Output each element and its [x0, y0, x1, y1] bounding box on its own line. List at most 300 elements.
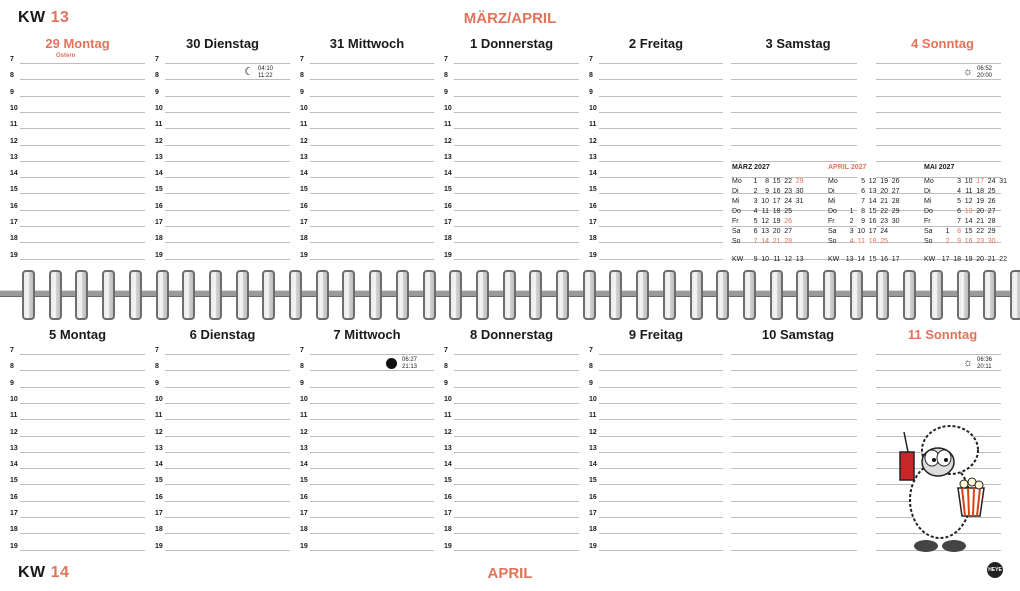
hour-label: 17 [589, 510, 597, 517]
spiral-ring [262, 270, 275, 320]
hour-label: 15 [300, 477, 308, 485]
month-title-bottom: APRIL [487, 565, 533, 582]
hour-label: 15 [300, 186, 308, 194]
day-date: 7 [333, 327, 341, 342]
astro-times [963, 357, 993, 371]
mini-kw-number: 20 [976, 256, 984, 263]
spiral-ring [316, 270, 329, 320]
day-name: Mittwoch [347, 36, 405, 51]
day-name: Montag [59, 327, 107, 342]
day-header [444, 327, 579, 342]
mini-weekday: So [732, 238, 741, 245]
mini-day: 13 [964, 208, 973, 215]
astro-time-2: 21:13 [402, 364, 418, 370]
hour-label: 9 [300, 379, 304, 387]
hour-label: 10 [444, 104, 452, 112]
mini-day: 25 [784, 208, 792, 215]
hour-line [454, 112, 579, 113]
hour-label: 16 [155, 493, 163, 501]
hour-label: 8 [589, 72, 593, 80]
hour-label: 14 [589, 170, 597, 178]
hour-label: 13 [444, 444, 452, 452]
mini-calendar-row [828, 207, 900, 217]
mini-calendar-row [924, 237, 1007, 247]
hour-line [454, 145, 579, 146]
hour-line [165, 517, 290, 518]
hour-line [454, 128, 579, 129]
mini-day: 9 [765, 188, 769, 195]
mini-day: 15 [964, 228, 973, 235]
hour-line [454, 387, 579, 388]
kw-top-number: 13 [50, 9, 70, 26]
mini-calendar-kw-row [924, 255, 1007, 265]
mini-day: 7 [861, 198, 865, 205]
mini-weekday: So [924, 238, 933, 245]
mini-calendar-title: MÄRZ 2027 [732, 164, 770, 171]
hour-line [599, 63, 723, 64]
hour-line [599, 468, 723, 469]
hour-line [310, 501, 434, 502]
day-name: Montag [63, 36, 110, 51]
hour-label: 16 [10, 493, 18, 501]
mini-day: 10 [761, 198, 769, 205]
hour-line [20, 177, 145, 178]
kw-bottom-number: 14 [50, 564, 70, 581]
hour-line [876, 145, 1001, 146]
mini-calendar-row [828, 197, 900, 207]
hour-line [599, 112, 723, 113]
day-header [731, 327, 865, 342]
mini-day: 28 [987, 218, 996, 225]
mini-weekday: Di [924, 188, 931, 195]
mini-day: 31 [795, 198, 804, 205]
hour-line [731, 452, 857, 453]
hour-label: 14 [155, 170, 163, 178]
hour-label: 18 [155, 235, 163, 243]
mini-weekday: Do [732, 208, 741, 215]
mini-day: 19 [880, 178, 888, 185]
hour-label: 19 [10, 251, 18, 259]
mini-weekday: Sa [924, 228, 933, 235]
hour-line [876, 63, 1001, 64]
day-name: Dienstag [200, 327, 256, 342]
hour-label: 18 [444, 235, 452, 243]
mini-day: 2 [945, 238, 950, 245]
mini-day: 28 [891, 198, 900, 205]
hour-line [731, 517, 857, 518]
mini-day: 29 [795, 178, 804, 185]
hour-line [165, 550, 290, 551]
mini-day: 17 [868, 228, 877, 235]
mini-day: 14 [761, 238, 769, 245]
hour-line [454, 550, 579, 551]
hour-line [454, 517, 579, 518]
hour-label: 13 [300, 153, 308, 161]
spiral-ring [102, 270, 115, 320]
mini-day: 21 [880, 198, 888, 205]
hour-label: 7 [155, 56, 159, 63]
hour-label: 15 [444, 186, 452, 194]
mini-day: 25 [987, 188, 996, 195]
spiral-ring [957, 270, 970, 320]
hour-line [731, 550, 857, 551]
sun-icon: ☼ [963, 66, 974, 78]
day-name: Freitag [639, 327, 684, 342]
hour-line [20, 226, 145, 227]
hour-line [454, 484, 579, 485]
hour-label: 15 [10, 477, 18, 485]
hour-line [454, 210, 579, 211]
hour-label: 11 [300, 121, 308, 129]
hour-label: 9 [444, 88, 448, 96]
hour-line [599, 210, 723, 211]
mini-kw-number: 22 [999, 256, 1007, 263]
mini-day: 26 [784, 218, 792, 225]
astro-times [244, 66, 274, 80]
hour-label: 7 [300, 56, 304, 63]
hour-line [310, 468, 434, 469]
hour-label: 12 [589, 428, 597, 436]
day-name: Freitag [639, 36, 684, 51]
hour-label: 8 [155, 72, 159, 80]
mini-day: 2 [753, 188, 758, 195]
hour-label: 16 [589, 202, 597, 210]
day-date: 9 [628, 327, 637, 342]
hour-line [310, 452, 434, 453]
hour-label: 15 [444, 477, 452, 485]
hour-line [599, 550, 723, 551]
hour-line [454, 242, 579, 243]
hour-line [20, 112, 145, 113]
mini-day: 3 [957, 178, 961, 185]
heye-logo: HEYE [987, 562, 1003, 578]
mini-calendar-row [732, 217, 804, 227]
hour-label: 7 [589, 347, 593, 354]
spiral-ring [850, 270, 863, 320]
mini-day: 29 [891, 208, 900, 215]
hour-label: 14 [300, 170, 308, 178]
spiral-ring [342, 270, 355, 320]
astro-times [963, 66, 993, 80]
hour-line [599, 517, 723, 518]
spiral-ring [182, 270, 195, 320]
hour-line [165, 128, 290, 129]
hour-label: 14 [444, 170, 452, 178]
hour-label: 18 [155, 526, 163, 534]
hour-label: 7 [10, 56, 14, 63]
hour-label: 8 [444, 72, 448, 80]
hour-label: 14 [10, 170, 18, 178]
spiral-ring [930, 270, 943, 320]
spiral-ring [529, 270, 542, 320]
day-header [589, 36, 723, 51]
hour-line [20, 436, 145, 437]
hour-line [165, 501, 290, 502]
hour-line [20, 354, 145, 355]
spiral-ring [22, 270, 35, 320]
hour-label: 10 [155, 395, 163, 403]
hour-line [20, 210, 145, 211]
mini-kw-number: 9 [753, 256, 758, 263]
hour-line [454, 419, 579, 420]
hour-label: 13 [589, 153, 597, 161]
hour-label: 9 [300, 88, 304, 96]
hour-label: 11 [155, 412, 163, 420]
mini-day: 11 [761, 208, 769, 215]
hour-label: 18 [300, 235, 308, 243]
hour-label: 18 [444, 526, 452, 534]
hour-label: 10 [300, 104, 308, 112]
astro-time-2: 20:11 [977, 364, 992, 370]
astro-time-1: 06:27 [402, 357, 418, 363]
hour-line [731, 436, 857, 437]
hour-label: 17 [155, 219, 163, 226]
hour-line [310, 517, 434, 518]
hour-label: 15 [10, 186, 18, 194]
day-name: Donnerstag [480, 327, 554, 342]
mini-day: 12 [761, 218, 769, 225]
hour-label: 12 [155, 137, 163, 145]
mini-day: 18 [772, 208, 781, 215]
mini-weekday: Fr [924, 218, 931, 225]
hour-label: 18 [589, 235, 597, 243]
hour-line [310, 161, 434, 162]
hour-label: 8 [10, 72, 14, 80]
mini-day: 9 [861, 218, 865, 225]
mini-calendar-row [924, 177, 1007, 187]
mini-calendar-row [732, 207, 804, 217]
hour-label: 7 [10, 347, 14, 354]
mini-weekday: Fr [828, 218, 835, 225]
spiral-ring [1010, 270, 1020, 320]
spiral-binding [0, 266, 1020, 320]
hour-line [454, 226, 579, 227]
day-name: Samstag [779, 327, 835, 342]
mini-weekday: Mi [732, 198, 740, 205]
hour-label: 13 [155, 153, 163, 161]
hour-line [310, 128, 434, 129]
mini-day: 27 [987, 208, 996, 215]
hour-line [310, 484, 434, 485]
mini-day: 24 [784, 198, 792, 205]
day-date: 30 [186, 36, 201, 51]
day-name: Dienstag [204, 36, 259, 51]
hour-line [876, 128, 1001, 129]
hour-label: 17 [444, 219, 452, 226]
hour-line [599, 177, 723, 178]
mini-weekday: Mi [828, 198, 836, 205]
full-moon-icon [386, 358, 397, 369]
mini-day: 7 [753, 238, 758, 245]
spiral-ring [903, 270, 916, 320]
hour-line [20, 419, 145, 420]
hour-line [310, 177, 434, 178]
mini-day: 5 [861, 178, 865, 185]
hour-line [165, 484, 290, 485]
spiral-ring [609, 270, 622, 320]
day-date: 29 [45, 36, 60, 51]
mini-day: 25 [880, 238, 888, 245]
day-column [155, 327, 290, 557]
hour-line [20, 468, 145, 469]
hour-line [454, 79, 579, 80]
mini-day: 29 [987, 228, 996, 235]
hour-label: 18 [589, 526, 597, 534]
spiral-ring [690, 270, 703, 320]
hour-line [310, 226, 434, 227]
hour-line [599, 436, 723, 437]
hour-line [599, 161, 723, 162]
hour-label: 15 [589, 477, 597, 485]
hour-label: 12 [10, 137, 18, 145]
hour-line [165, 533, 290, 534]
mini-weekday: Mo [732, 178, 742, 185]
hour-line [454, 403, 579, 404]
hour-label: 8 [444, 363, 448, 371]
mini-kw-number: 13 [845, 256, 854, 263]
mini-calendar-kw-row [732, 255, 804, 265]
hour-line [310, 436, 434, 437]
hour-label: 19 [10, 542, 18, 550]
mini-kw-number: 13 [795, 256, 804, 263]
astro-time-1: 06:52 [977, 66, 993, 72]
spiral-ring [369, 270, 382, 320]
hour-line [599, 193, 723, 194]
hour-line [731, 63, 857, 64]
hour-label: 10 [10, 395, 18, 403]
hour-label: 17 [300, 510, 308, 517]
hour-line [599, 452, 723, 453]
hour-label: 14 [589, 461, 597, 469]
hour-line [20, 193, 145, 194]
hour-label: 12 [300, 137, 308, 145]
mini-calendar-row [732, 227, 804, 237]
soda-cup [900, 432, 914, 480]
spiral-ring [583, 270, 596, 320]
mini-weekday: Mi [924, 198, 932, 205]
hour-line [454, 63, 579, 64]
hour-label: 19 [155, 251, 163, 259]
hour-line [454, 533, 579, 534]
mini-day: 5 [753, 218, 758, 225]
day-name: Sonntag [925, 327, 978, 342]
hour-line [20, 533, 145, 534]
hour-label: 11 [444, 121, 452, 129]
mini-day: 17 [976, 178, 984, 185]
hour-label: 13 [10, 444, 18, 452]
hour-line [731, 501, 857, 502]
hour-label: 9 [10, 88, 14, 96]
mini-kw-number: 17 [891, 256, 900, 263]
hour-label: 8 [10, 363, 14, 371]
mini-calendar-row [924, 197, 1007, 207]
day-column [300, 327, 434, 557]
mini-calendar-row [828, 187, 900, 197]
day-date: 31 [329, 36, 345, 51]
mini-day: 3 [849, 228, 854, 235]
spiral-ring [396, 270, 409, 320]
mini-weekday: Mo [924, 178, 934, 185]
hour-line [599, 128, 723, 129]
hour-line [876, 161, 1001, 162]
spiral-ring [209, 270, 222, 320]
hour-label: 16 [10, 202, 18, 210]
spiral-ring [156, 270, 169, 320]
hour-label: 9 [155, 88, 159, 96]
hour-line [731, 112, 857, 113]
spiral-ring [983, 270, 996, 320]
hour-line [165, 452, 290, 453]
mini-calendar-row [828, 217, 900, 227]
day-name: Sonntag [921, 36, 974, 51]
mini-calendar-title: APRIL 2027 [828, 164, 867, 171]
hour-line [876, 403, 1001, 404]
hour-label: 15 [589, 186, 597, 194]
day-date: 6 [189, 327, 197, 342]
spiral-ring [49, 270, 62, 320]
hour-line [599, 354, 723, 355]
hour-label: 10 [300, 395, 308, 403]
spiral-ring [476, 270, 489, 320]
day-header [876, 36, 1009, 51]
spiral-ring [423, 270, 436, 320]
spiral-ring [796, 270, 809, 320]
hour-line [310, 242, 434, 243]
hour-line [454, 436, 579, 437]
hour-label: 14 [300, 461, 308, 469]
mini-kw-label: KW [732, 256, 744, 263]
hour-line [310, 112, 434, 113]
day-header [300, 327, 434, 342]
spiral-ring [503, 270, 516, 320]
month-title-top: MÄRZ/APRIL [463, 10, 557, 27]
mini-day: 13 [761, 228, 769, 235]
hour-line [310, 259, 434, 260]
day-column [444, 327, 579, 557]
mini-day: 4 [753, 208, 758, 215]
mini-day: 17 [772, 198, 781, 205]
hour-line [165, 436, 290, 437]
mini-day: 15 [772, 178, 781, 185]
spiral-ring [289, 270, 302, 320]
hour-line [599, 387, 723, 388]
hour-line [310, 354, 434, 355]
hour-line [165, 161, 290, 162]
hour-line [599, 403, 723, 404]
hour-line [165, 210, 290, 211]
hour-label: 12 [444, 428, 452, 436]
hour-line [599, 226, 723, 227]
hour-label: 15 [155, 186, 163, 194]
spiral-ring [770, 270, 783, 320]
astro-times [402, 357, 417, 371]
mini-weekday: Di [732, 188, 739, 195]
hour-label: 8 [589, 363, 593, 371]
hour-line [454, 452, 579, 453]
mini-day: 18 [868, 238, 877, 245]
spiral-ring [636, 270, 649, 320]
day-date: 5 [48, 327, 57, 342]
hour-line [20, 550, 145, 551]
hour-line [310, 419, 434, 420]
hour-label: 12 [10, 428, 18, 436]
hour-label: 16 [589, 493, 597, 501]
hour-label: 10 [10, 104, 18, 112]
mini-calendar-row [732, 187, 804, 197]
day-date: 3 [765, 36, 773, 51]
mini-kw-number: 14 [857, 256, 865, 263]
spiral-ring [236, 270, 249, 320]
